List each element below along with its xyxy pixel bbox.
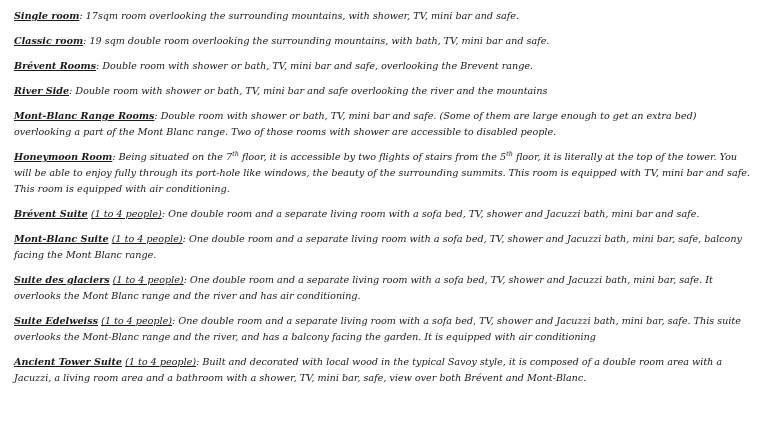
separator: : <box>79 11 86 22</box>
room-name: Brévent Rooms <box>14 61 97 72</box>
room-name: Ancient Tower Suite <box>14 357 123 368</box>
room-name: Single room <box>14 11 80 22</box>
separator: : <box>69 86 76 97</box>
room-name: Classic room <box>14 36 84 47</box>
separator: : <box>172 316 179 327</box>
separator: : <box>154 111 161 122</box>
room-description: One double room and a separate living room with a sofa bed, TV, shower and Jacuzzi bath, mini bar, safe, balcony facing the Mont Blanc range. <box>14 234 742 261</box>
room-capacity: (1 to 4 people) <box>101 316 173 327</box>
room-description: One double room and a separate living room with a sofa bed, TV, shower and Jacuzzi bath, mini bar, safe. It overlooks the Mont Blanc range and the river and has air conditioning. <box>14 275 713 302</box>
room-capacity: (1 to 4 people) <box>112 275 184 286</box>
room-description: Double room with shower or bath, TV, mini bar and safe. (Some of them are large enough to get an extra bed) overlooking a part of the Mont Blanc range. Two of those rooms with shower are accessible to disabled people. <box>14 111 697 138</box>
ordinal-suffix: th <box>506 149 513 158</box>
room-capacity: (1 to 4 people) <box>125 357 197 368</box>
separator: : <box>196 357 203 368</box>
room-name: Mont-Blanc Range Rooms <box>14 111 155 122</box>
room-entry-classic <box>14 34 754 50</box>
room-name: Honeymoon Room <box>14 152 113 163</box>
ordinal-suffix: th <box>232 149 239 158</box>
room-entry-honeymoon <box>14 150 754 198</box>
room-entry-ancient-tower-suite <box>14 355 754 387</box>
room-name: Suite Edelweiss <box>14 316 99 327</box>
separator: : <box>161 209 169 220</box>
room-entry-single <box>14 9 754 25</box>
room-description: Double room with shower or bath, TV, mini bar and safe overlooking the river and the mountains <box>75 86 548 97</box>
room-description: 17sqm room overlooking the surrounding mountains, with shower, TV, mini bar and safe. <box>85 11 519 22</box>
room-entry-suite-edelweiss <box>14 314 754 346</box>
room-capacity: (1 to 4 people) <box>111 234 183 245</box>
room-descriptions-document <box>14 9 754 387</box>
room-description: One double room and a separate living room with a sofa bed, TV, shower and Jacuzzi bath, mini bar, safe. This suite overlooks the Mont-Blanc range and the river, and has a balcony facing the garden. It is equipped with air conditioning <box>14 316 741 343</box>
separator: : <box>83 36 90 47</box>
room-description-part: floor, it is accessible by two flights of stairs from the 5 <box>238 152 507 163</box>
room-entry-river-side <box>14 84 754 100</box>
room-description: Double room with shower or bath, TV, mini bar and safe, overlooking the Brevent range. <box>102 61 534 72</box>
room-description: 19 sqm double room overlooking the surrounding mountains, with bath, TV, mini bar and safe. <box>89 36 550 47</box>
room-entry-suite-des-glaciers <box>14 273 754 305</box>
separator: : <box>183 275 190 286</box>
separator: : <box>182 234 189 245</box>
room-name: Suite des glaciers <box>14 275 110 286</box>
room-name: River Side <box>14 86 70 97</box>
room-entry-brevent-suite <box>14 207 754 223</box>
room-entry-mont-blanc-range <box>14 109 754 141</box>
room-name: Mont-Blanc Suite <box>14 234 109 245</box>
room-capacity: (1 to 4 people) <box>90 209 162 220</box>
room-description-part: Being situated on the 7 <box>118 152 233 163</box>
room-description: One double room and a separate living room with a sofa bed, TV, shower and Jacuzzi bath, mini bar and safe. <box>168 209 700 220</box>
room-entry-mont-blanc-suite <box>14 232 754 264</box>
room-description-part: floor, it is literally at the top of the tower. You will be able to enjoy fully through its port-hole like windows, the beauty of the surrounding summits. This room is equipped with TV, mini bar and safe. This room is equipped with air conditioning. <box>14 152 750 195</box>
separator: : <box>96 61 103 72</box>
room-name: Brévent Suite <box>14 209 88 220</box>
separator: : <box>112 152 119 163</box>
room-entry-brevent <box>14 59 754 75</box>
room-description: Built and decorated with local wood in the typical Savoy style, it is composed of a double room area with a Jacuzzi, a living room area and a bathroom with a shower, TV, mini bar, safe, view over both Brévent and Mont-Blanc. <box>14 357 723 384</box>
